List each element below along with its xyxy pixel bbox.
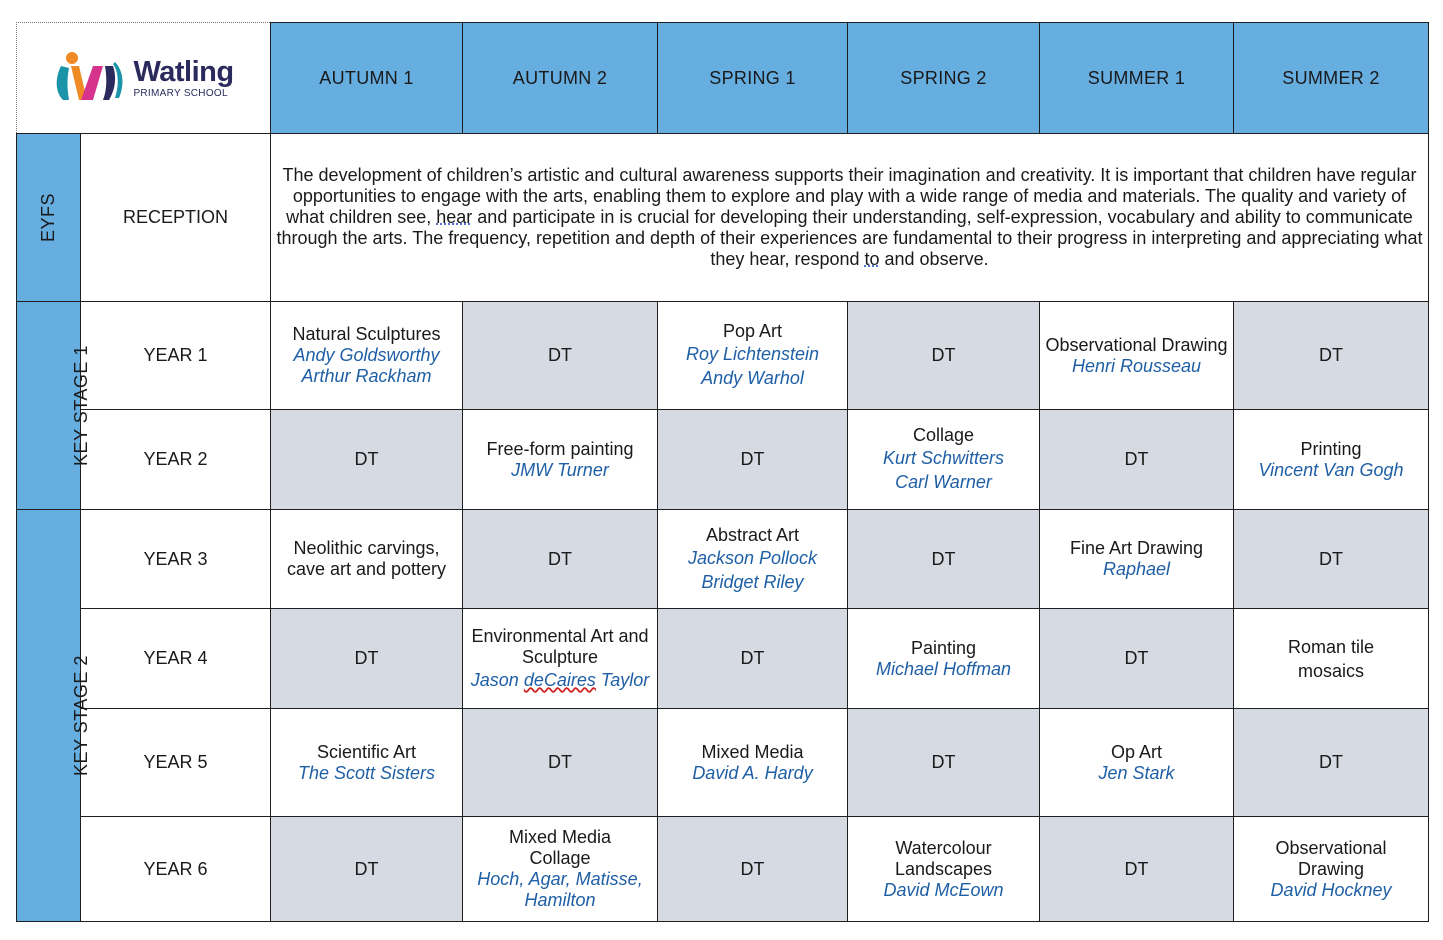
artist-name: David McEown <box>883 879 1004 900</box>
curriculum-cell <box>1234 817 1429 922</box>
curriculum-cell <box>1040 510 1234 609</box>
curriculum-cell <box>271 709 463 817</box>
artist-name: Vincent Van Gogh <box>1258 459 1404 480</box>
dt-cell: DT <box>848 510 1040 609</box>
year-label: YEAR 1 <box>81 302 271 410</box>
curriculum-cell <box>848 817 1040 922</box>
curriculum-cell <box>658 302 848 410</box>
watling-logo-icon <box>53 50 129 106</box>
year-2-row <box>17 410 1429 510</box>
year-label: YEAR 3 <box>81 510 271 609</box>
dt-cell: DT <box>271 609 463 709</box>
artist-name: David A. Hardy <box>692 762 813 783</box>
artist-name: Andy Warhol <box>701 368 804 388</box>
artist-name: David Hockney <box>1270 879 1392 900</box>
topic-label: Watercolour Landscapes <box>894 837 993 879</box>
year-label: YEAR 2 <box>81 410 271 510</box>
curriculum-cell <box>463 817 658 922</box>
term-header-spring-2: SPRING 2 <box>848 23 1040 134</box>
dt-cell: DT <box>1040 609 1234 709</box>
year-label: YEAR 4 <box>81 609 271 709</box>
year-3-row <box>17 510 1429 609</box>
school-logo-cell <box>17 23 271 134</box>
artist-name: Andy Goldsworthy <box>293 345 440 365</box>
topic-label: Environmental Art and Sculpture <box>471 625 649 667</box>
term-header-row <box>17 23 1429 134</box>
artist-name: Roy Lichtenstein <box>685 344 820 364</box>
stage-label-eyfs <box>17 134 81 302</box>
curriculum-cell <box>658 510 848 609</box>
artist-name: Hoch, Agar, Matisse, Hamilton <box>477 869 643 910</box>
eyfs-description-flagged-to: to <box>864 249 880 269</box>
year-4-row <box>17 609 1429 709</box>
school-name: Watling <box>133 55 234 88</box>
curriculum-cell <box>463 410 658 510</box>
topic-label: Roman tile mosaics <box>1287 636 1375 681</box>
artist-name: Carl Warner <box>895 472 992 492</box>
topic-label: Op Art <box>1110 741 1163 762</box>
topic-label: Fine Art Drawing <box>1069 538 1204 558</box>
artist-name-part: Taylor <box>595 669 650 690</box>
year-label: YEAR 5 <box>81 709 271 817</box>
term-header-summer-2: SUMMER 2 <box>1234 23 1429 134</box>
eyfs-description-flagged-hear: hear <box>436 207 473 227</box>
topic-label: Natural Sculptures <box>292 324 441 344</box>
eyfs-description-part-3: and observe. <box>879 249 989 269</box>
artist-name-part: Jason <box>470 669 524 690</box>
eyfs-description-part-1: The development of children’s artistic and cultural awareness supports their imagination and creativity. It is important that children have regular opportunities to engage with the arts, enabling them to explore and play with a wide range of media and materials. The quality and variety of what children see, <box>282 165 1417 227</box>
dt-cell: DT <box>848 302 1040 410</box>
topic-label: Free-form painting <box>486 438 634 459</box>
artist-name: Bridget Riley <box>701 571 804 592</box>
art-curriculum-table <box>16 22 1429 922</box>
artist-name: Raphael <box>1102 559 1171 579</box>
artist-name: The Scott Sisters <box>297 762 436 783</box>
term-header-spring-1: SPRING 1 <box>658 23 848 134</box>
dt-cell: DT <box>463 510 658 609</box>
dt-cell: DT <box>658 410 848 510</box>
stage-ks2-text: KEY STAGE 2 <box>70 655 91 776</box>
year-5-row <box>17 709 1429 817</box>
stage-ks1-text: KEY STAGE 1 <box>70 345 91 466</box>
topic-label: Observational Drawing <box>1045 334 1228 355</box>
stage-eyfs-text: EYFS <box>37 192 58 243</box>
artist-name-flagged: deCaires <box>523 669 596 690</box>
curriculum-cell <box>1040 302 1234 410</box>
term-header-summer-1: SUMMER 1 <box>1040 23 1234 134</box>
artist-name: Jackson Pollock <box>687 547 818 568</box>
curriculum-cell <box>463 609 658 709</box>
topic-label: Abstract Art <box>705 524 800 545</box>
artist-name: Arthur Rackham <box>301 366 432 386</box>
eyfs-description-part-2: and participate in is crucial for developing their understanding, self-expression, vocabulary and ability to communicate through the arts. The frequency, repetition and depth of their experiences are fundamental to their progress in interpreting and appreciating what they hear, respond <box>276 207 1423 269</box>
eyfs-row <box>17 134 1429 302</box>
year-1-row <box>17 302 1429 410</box>
topic-label: Observational Drawing <box>1275 837 1387 879</box>
artist-name: Michael Hoffman <box>875 658 1012 679</box>
dt-cell: DT <box>848 709 1040 817</box>
dt-cell: DT <box>658 817 848 922</box>
year-6-row <box>17 817 1429 922</box>
stage-label-key-stage-2 <box>17 510 91 922</box>
curriculum-cell <box>848 410 1040 510</box>
school-logo <box>21 50 266 106</box>
topic-label: Neolithic carvings, cave art and pottery <box>286 538 447 579</box>
topic-label: Mixed Media <box>701 741 804 762</box>
dt-cell: DT <box>1040 410 1234 510</box>
topic-label: Scientific Art <box>316 741 417 762</box>
dt-cell: DT <box>1040 817 1234 922</box>
artist-name: Jen Stark <box>1098 762 1175 783</box>
dt-cell: DT <box>271 817 463 922</box>
dt-cell: DT <box>1234 510 1429 609</box>
topic-label: Collage <box>912 425 975 445</box>
curriculum-cell <box>1234 410 1429 510</box>
dt-cell: DT <box>271 410 463 510</box>
dt-cell: DT <box>658 609 848 709</box>
topic-label: Mixed Media Collage <box>508 827 612 868</box>
topic-label: Painting <box>910 637 977 658</box>
dt-cell: DT <box>463 709 658 817</box>
curriculum-cell <box>1234 609 1429 709</box>
topic-label: Printing <box>1300 438 1362 459</box>
artist-name: Henri Rousseau <box>1071 355 1202 376</box>
stage-label-key-stage-1 <box>17 302 91 510</box>
dt-cell: DT <box>1234 709 1429 817</box>
dt-cell: DT <box>463 302 658 410</box>
term-header-autumn-1: AUTUMN 1 <box>271 23 463 134</box>
year-label: YEAR 6 <box>81 817 271 922</box>
curriculum-cell <box>658 709 848 817</box>
curriculum-cell <box>271 510 463 609</box>
curriculum-cell <box>271 302 463 410</box>
artist-name <box>467 668 653 692</box>
school-subtitle: PRIMARY SCHOOL <box>133 87 228 99</box>
topic-label: Pop Art <box>722 321 783 341</box>
year-label-reception: RECEPTION <box>81 134 271 302</box>
artist-name: JMW Turner <box>511 459 609 480</box>
term-header-autumn-2: AUTUMN 2 <box>463 23 658 134</box>
curriculum-cell <box>1040 709 1234 817</box>
curriculum-cell <box>848 609 1040 709</box>
eyfs-description <box>271 134 1429 302</box>
artist-name: Kurt Schwitters <box>882 448 1005 468</box>
dt-cell: DT <box>1234 302 1429 410</box>
